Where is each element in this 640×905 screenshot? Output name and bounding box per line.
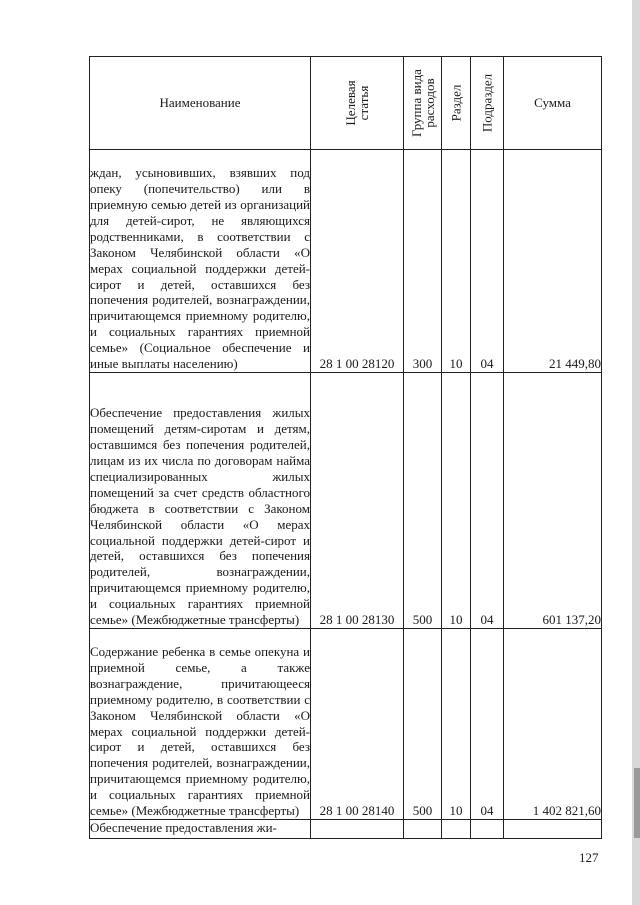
row-expense-group: 500: [404, 629, 442, 820]
scan-shadow: [634, 768, 640, 838]
row-sum: [504, 820, 602, 839]
row-target-article: [311, 820, 404, 839]
row-section: 10: [442, 373, 471, 629]
header-section: Раздел: [442, 57, 471, 150]
row-section: [442, 820, 471, 839]
row-target-article: 28 1 00 28130: [311, 373, 404, 629]
row-name: Содержание ребенка в семье опекуна и приемной семье, а также вознаграждение, причитающееся приемному родителю, в соответствии с Законом Челябинской области «О мерах социальной поддержки детей-сирот и детей, оставшихся без попечения родителей, вознаграждении, причитающемся приемному родителю, и социальных гарантиях приемной семье» (Межбюджетные трансферты): [90, 629, 311, 820]
row-subsection: 04: [471, 629, 504, 820]
header-name: Наименование: [90, 57, 311, 150]
header-expense-group: Группа вида расходов: [404, 57, 442, 150]
row-section: 10: [442, 629, 471, 820]
row-name: Обеспечение предоставления жилых помещений детям-сиротам и детям, оставшимся без попечения родителей, лицам из их числа по договорам найма специализированных жилых помещений за счет средств областного бюджета в соответствии с Законом Челябинской области «О мерах социальной поддержки детей-сирот и детей, оставшихся без попечения родителей, вознаграждении, причитающемся приемному родителю, и социальных гарантиях приемной семье» (Межбюджетные трансферты): [90, 373, 311, 629]
row-subsection: 04: [471, 373, 504, 629]
row-subsection: [471, 820, 504, 839]
header-sum: Сумма: [504, 57, 602, 150]
budget-table: [89, 56, 602, 839]
table-header-row: [90, 57, 602, 150]
row-sum: 21 449,80: [504, 150, 602, 373]
table-row: [90, 629, 602, 820]
row-name: Обеспечение предоставления жи-: [90, 820, 311, 839]
row-target-article: 28 1 00 28120: [311, 150, 404, 373]
row-expense-group: [404, 820, 442, 839]
table-row: [90, 820, 602, 839]
row-target-article: 28 1 00 28140: [311, 629, 404, 820]
row-sum: 1 402 821,60: [504, 629, 602, 820]
table-row: [90, 150, 602, 373]
row-expense-group: 500: [404, 373, 442, 629]
table-row: [90, 373, 602, 629]
row-section: 10: [442, 150, 471, 373]
row-subsection: 04: [471, 150, 504, 373]
header-subsection: Подраздел: [471, 57, 504, 150]
row-sum: 601 137,20: [504, 373, 602, 629]
header-target-article: Целевая статья: [311, 57, 404, 150]
page-number: 127: [579, 850, 599, 865]
row-name: ждан, усыновивших, взявших под опеку (попечительство) или в приемную семью детей из организаций для детей-сирот, не являющихся родственниками, в соответствии с Законом Челябинской области «О мерах социальной поддержки детей-сирот и детей, оставшихся без попечения родителей, вознаграждении, причитающемся приемному родителю, и социальных гарантиях приемной семье» (Социальное обеспечение и иные выплаты населению): [90, 150, 311, 373]
row-expense-group: 300: [404, 150, 442, 373]
